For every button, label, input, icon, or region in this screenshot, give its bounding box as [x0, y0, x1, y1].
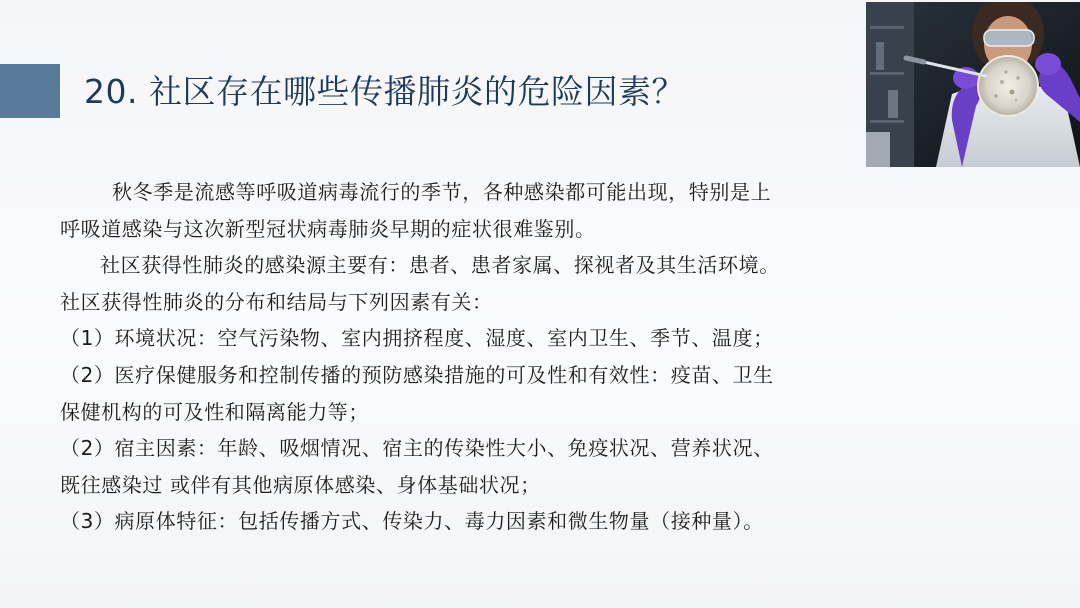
list-item-line: 保健机构的可及性和隔离能力等；	[60, 399, 369, 424]
list-item-line: （1）环境状况：空气污染物、室内拥挤程度、湿度、室内卫生、季节、温度；	[60, 326, 774, 351]
list-item-line: （2）医疗保健服务和控制传播的预防感染措施的可及性和有效性：疫苗、卫生	[60, 362, 774, 387]
title-accent-bar	[0, 64, 60, 118]
paragraph-line: 社区获得性肺炎的感染源主要有：患者、患者家属、探视者及其生活环境。	[100, 253, 780, 278]
body-content	[60, 174, 860, 540]
paragraph-line: 秋冬季是流感等呼吸道病毒流行的季节，各种感染都可能出现，特别是上	[112, 180, 772, 204]
slide-title: 20. 社区存在哪些传播肺炎的危险因素？	[84, 72, 685, 111]
paragraph-line: 社区获得性肺炎的分布和结局与下列因素有关：	[60, 289, 493, 314]
lab-scientist-photo	[866, 2, 1080, 167]
list-item-line: （3）病原体特征：包括传播方式、传染力、毒力因素和微生物量（接种量）。	[60, 509, 764, 534]
list-item-line: 既往感染过 或伴有其他病原体感染、身体基础状况；	[60, 472, 541, 497]
list-item-line: （2）宿主因素：年龄、吸烟情况、宿主的传染性大小、免疫状况、营养状况、	[60, 436, 774, 461]
paragraph-line: 呼吸道感染与这次新型冠状病毒肺炎早期的症状很难鉴别。	[60, 216, 596, 241]
photo-illustration	[866, 2, 1080, 167]
